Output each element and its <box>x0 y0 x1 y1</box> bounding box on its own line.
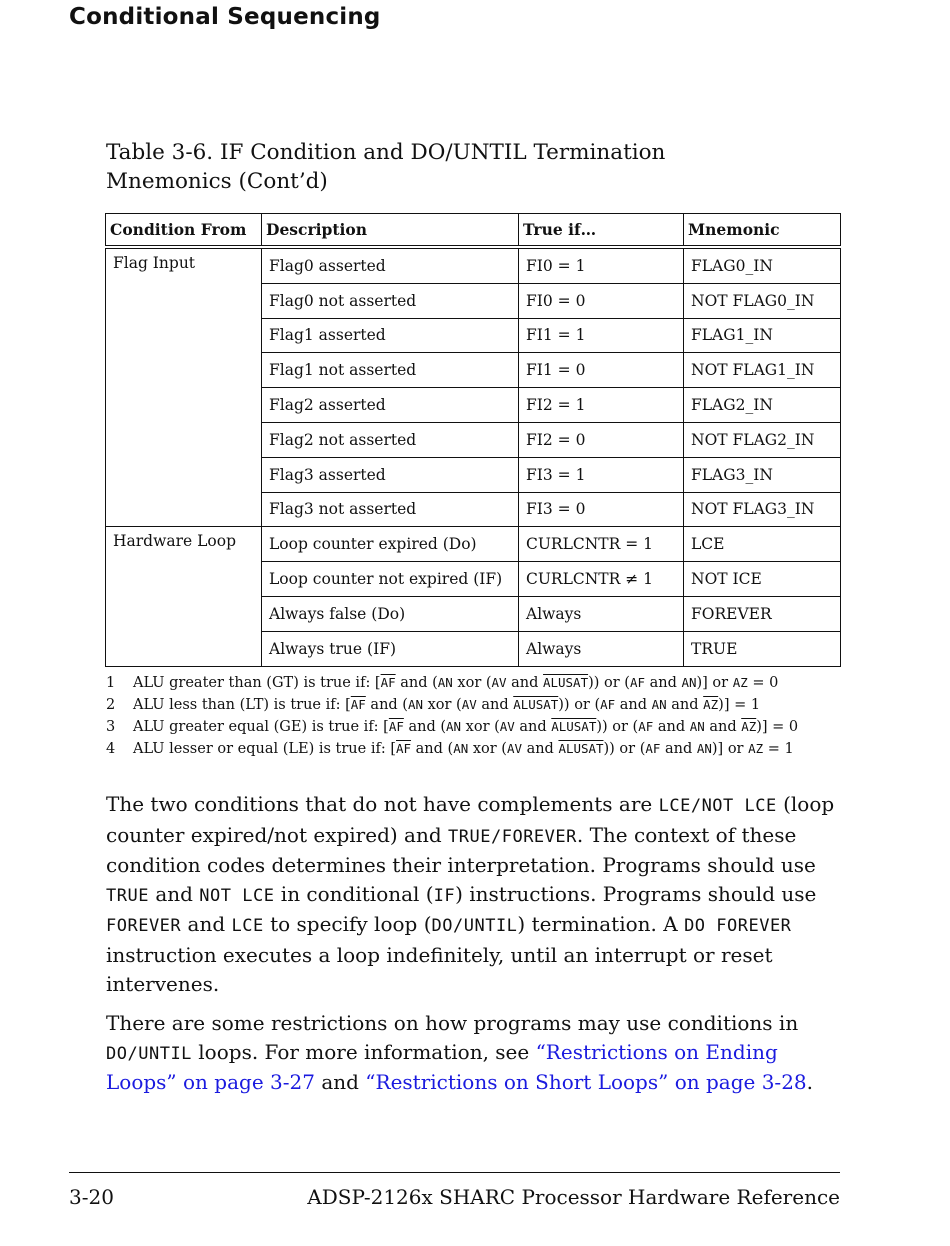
mnemonic-cell: NOT FLAG3_IN <box>684 492 841 527</box>
true-if-cell: CURLCNTR ≠ 1 <box>519 562 684 597</box>
body-paragraph-conditions: The two conditions that do not have complements are LCE/NOT LCE (loop counter expired/not expired) and TRUE/FOREVER. The context of these condition codes determines their interpretation. Programs should use TRUE and NOT LCE in conditional (IF) instructions. Programs should use FOREVER and LCE to specify loop (DO/UNTIL) termination. A DO FOREVER instruction executes a loop indefinitely, until an interrupt or reset intervenes. <box>106 792 835 996</box>
mnemonic-cell: NOT FLAG0_IN <box>684 283 841 318</box>
table-header-row <box>106 214 841 248</box>
description-cell: Flag2 asserted <box>262 388 519 423</box>
column-header: Condition From <box>106 214 262 248</box>
mnemonic-cell: FLAG0_IN <box>684 247 841 283</box>
footnote-number: 3 <box>106 719 116 735</box>
column-header: Description <box>262 214 519 248</box>
description-cell: Flag1 asserted <box>262 318 519 353</box>
section-title: Conditional Sequencing <box>69 4 381 30</box>
true-if-cell: FI1 = 1 <box>519 318 684 353</box>
mnemonic-cell: TRUE <box>684 631 841 666</box>
footnote-number: 2 <box>106 697 116 713</box>
description-cell: Loop counter not expired (IF) <box>262 562 519 597</box>
mnemonic-cell: NOT ICE <box>684 562 841 597</box>
description-cell: Always true (IF) <box>262 631 519 666</box>
column-header: Mnemonic <box>684 214 841 248</box>
true-if-cell: FI3 = 1 <box>519 457 684 492</box>
true-if-cell: FI0 = 1 <box>519 247 684 283</box>
page-number: 3-20 <box>69 1185 114 1209</box>
footnote-number: 1 <box>106 675 116 691</box>
body-paragraph-restrictions: There are some restrictions on how programs may use conditions in DO/UNTIL loops. For more information, see “Restrictions on Ending Loops” on page 3-27 and “Restrictions on Short Loops” on page 3-28. <box>106 1011 813 1095</box>
mnemonic-cell: NOT FLAG1_IN <box>684 353 841 388</box>
table-row <box>106 527 841 562</box>
description-cell: Flag3 not asserted <box>262 492 519 527</box>
description-cell: Loop counter expired (Do) <box>262 527 519 562</box>
mnemonic-cell: FLAG1_IN <box>684 318 841 353</box>
table-row <box>106 247 841 283</box>
mnemonic-cell: NOT FLAG2_IN <box>684 422 841 457</box>
true-if-cell: FI3 = 0 <box>519 492 684 527</box>
description-cell: Always false (Do) <box>262 596 519 631</box>
true-if-cell: Always <box>519 631 684 666</box>
description-cell: Flag2 not asserted <box>262 422 519 457</box>
mnemonic-cell: FOREVER <box>684 596 841 631</box>
footnote: 4 ALU lesser or equal (LE) is true if: [$\overline{AF}$ and (AN xor (AV and ALUSAT)) or (AF and AN)] or AZ = 1 <box>106 738 866 760</box>
footnote: 3 ALU greater equal (GE) is true if: [$\overline{AF}$ and (AN xor (AV and ALUSAT)) or (AF and AN and $\overline{AZ})] = 0$ <box>106 716 866 738</box>
true-if-cell: FI2 = 0 <box>519 422 684 457</box>
footnote: 1 ALU greater than (GT) is true if: [$\overline{AF}$ and (AN xor (AV and ALUSAT)) or (AF and AN)] or AZ = 0 <box>106 672 866 694</box>
description-cell: Flag0 not asserted <box>262 283 519 318</box>
condition-group-cell: Hardware Loop <box>106 527 262 666</box>
footnote: 2 ALU less than (LT) is true if: [$\overline{AF}$ and (AN xor (AV and ALUSAT)) or (AF and AN and $\overline{AZ})] = 1$ <box>106 694 866 716</box>
true-if-cell: FI1 = 0 <box>519 353 684 388</box>
description-cell: Flag1 not asserted <box>262 353 519 388</box>
link-restrictions-short-loops[interactable]: “Restrictions on Short Loops” on page 3-28 <box>365 1070 807 1095</box>
book-title: ADSP-2126x SHARC Processor Hardware Reference <box>307 1185 840 1209</box>
link-restrictions-ending-loops[interactable]: “Restrictions on Ending Loops” on page 3-27 <box>106 1039 778 1095</box>
column-header: True if… <box>519 214 684 248</box>
description-cell: Flag3 asserted <box>262 457 519 492</box>
description-cell: Flag0 asserted <box>262 247 519 283</box>
true-if-cell: CURLCNTR = 1 <box>519 527 684 562</box>
mnemonic-cell: LCE <box>684 527 841 562</box>
conditions-table <box>105 213 841 667</box>
mnemonic-cell: FLAG2_IN <box>684 388 841 423</box>
mnemonic-cell: FLAG3_IN <box>684 457 841 492</box>
table-caption-line1: Table 3-6. IF Condition and DO/UNTIL Termination <box>106 140 666 165</box>
condition-group-cell: Flag Input <box>106 247 262 527</box>
true-if-cell: FI0 = 0 <box>519 283 684 318</box>
true-if-cell: FI2 = 1 <box>519 388 684 423</box>
footer-rule <box>69 1172 840 1173</box>
table-caption <box>106 138 726 196</box>
footnote-number: 4 <box>106 741 116 757</box>
true-if-cell: Always <box>519 596 684 631</box>
table-caption-line2: Mnemonics (Cont’d) <box>106 169 328 194</box>
table-footnotes <box>106 672 866 760</box>
